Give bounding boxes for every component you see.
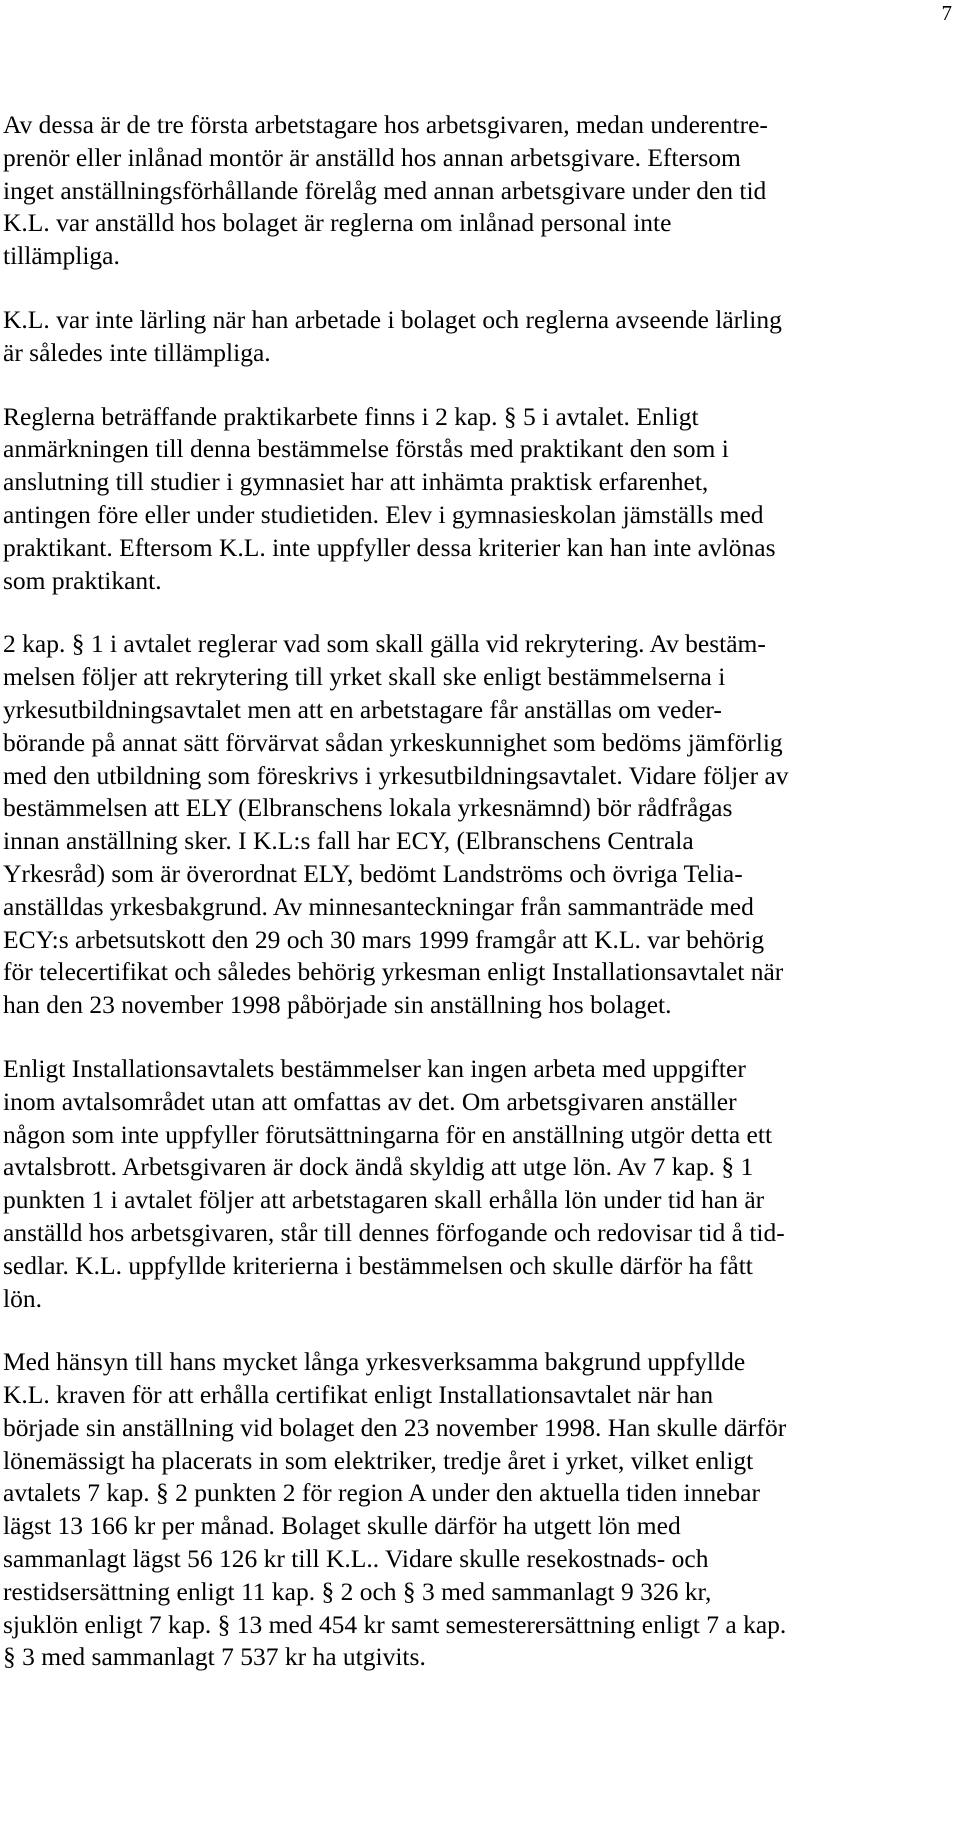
paragraph-6: Med hänsyn till hans mycket långa yrkesverksamma bakgrund uppfyllde K.L. kraven för att erhålla certifikat enligt Installationsavtalet när han började sin anställning vid bolaget den 23 november 1998. Han skulle därför lönemässigt ha placerats in som elektriker, tredje året i yrket, vilket enligt avtalets 7 kap. § 2 punkten 2 för region A under den aktuella tiden innebar lägst 13 166 kr per månad. Bolaget skulle därför ha utgett lön med sammanlagt lägst 56 126 kr till K.L.. Vidare skulle resekostnads- och restidsersättning enligt 11 kap. § 2 och § 3 med sammanlagt 9 326 kr, sjuklön enligt 7 kap. § 13 med 454 kr samt semesterersättning enligt 7 a kap. § 3 med sammanlagt 7 537 kr ha utgivits. [3,1347,787,1672]
document-body [3,109,953,1674]
paragraph-1: Av dessa är de tre första arbetstagare hos arbetsgivaren, medan underentre- prenör eller inlånad montör är anställd hos annan arbetsgivare. Eftersom inget anställningsförhållande förelåg med annan arbetsgivare under den tid K.L. var anställd hos bolaget är reglerna om inlånad personal inte tillämpliga. [3,110,768,271]
paragraph-4: 2 kap. § 1 i avtalet reglerar vad som skall gälla vid rekrytering. Av bestäm- melsen följer att rekrytering till yrket skall ske enligt bestämmelserna i yrkesutbildningsavtalet men att en arbetstagare får anställas om veder- börande på annat sätt förvärvat sådan yrkeskunnighet som bedöms jämförlig med den utbildning som föreskrivs i yrkesutbildningsavtalet. Vidare följer av bestämmelsen att ELY (Elbranschens lokala yrkesnämnd) bör rådfrågas innan anställning sker. I K.L:s fall har ECY, (Elbranschens Centrala Yrkesråd) som är överordnat ELY, bedömt Landströms och övriga Telia- anställdas yrkesbakgrund. Av minnesanteckningar från sammanträde med ECY:s arbetsutskott den 29 och 30 mars 1999 framgår att K.L. var behörig för telecertifikat och således behörig yrkesman enligt Installationsavtalet när han den 23 november 1998 påbörjade sin anställning hos bolaget. [3,629,789,1020]
paragraph-3: Reglerna beträffande praktikarbete finns i 2 kap. § 5 i avtalet. Enligt anmärkningen till denna bestämmelse förstås med praktikant den som i anslutning till studier i gymnasiet har att inhämta praktisk erfarenhet, antingen före eller under studietiden. Elev i gymnasieskolan jämställs med praktikant. Eftersom K.L. inte uppfyller dessa kriterier kan han inte avlönas som praktikant. [3,401,776,595]
page-number: 7 [941,1,952,25]
paragraph-2: K.L. var inte lärling när han arbetade i bolaget och reglerna avseende lärling är således inte tillämpliga. [3,304,782,367]
paragraph-5: Enligt Installationsavtalets bestämmelser kan ingen arbeta med uppgifter inom avtalsområdet utan att omfattas av det. Om arbetsgivaren anställer någon som inte uppfyller förutsättningarna för en anställning utgör detta ett avtalsbrott. Arbetsgivaren är dock ändå skyldig att utge lön. Av 7 kap. § 1 punkten 1 i avtalet följer att arbetstagaren skall erhålla lön under tid han är anställd hos arbetsgivaren, står till dennes förfogande och redovisar tid å tid- sedlar. K.L. uppfyllde kriterierna i bestämmelsen och skulle därför ha fått lön. [3,1053,785,1313]
